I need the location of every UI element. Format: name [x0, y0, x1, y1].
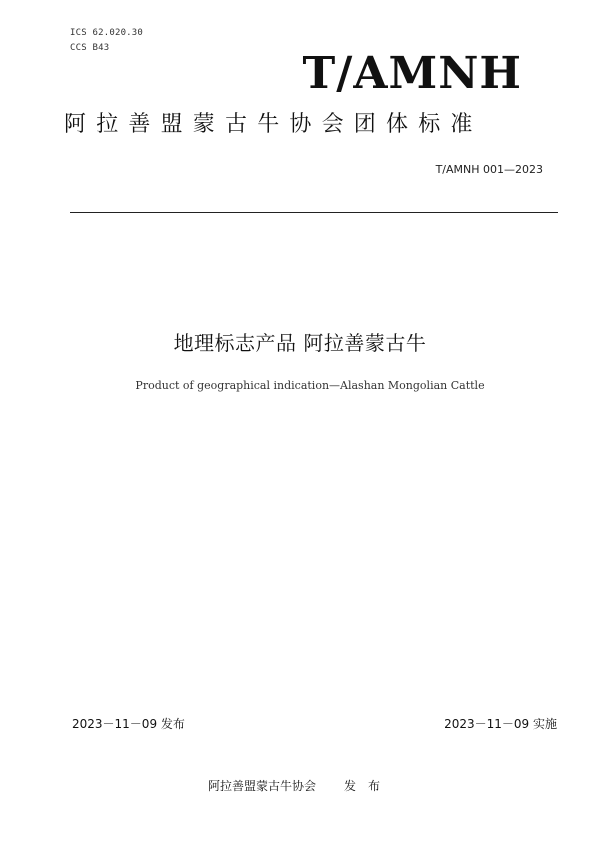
organization-standard-title: 阿拉善盟蒙古牛协会团体标准 — [64, 112, 483, 137]
issue-date: 2023－11－09 发布 — [72, 717, 185, 731]
ics-code: ICS 62.020.30 — [70, 28, 144, 38]
publisher-name: 阿拉善盟蒙古牛协会 — [207, 779, 316, 793]
publisher-line — [0, 777, 600, 794]
standard-number: T/AMNH 001—2023 — [435, 163, 543, 176]
document-title-english: Product of geographical indication—Alashan Mongolian Cattle — [135, 379, 485, 392]
publisher-action: 发布 — [344, 779, 393, 793]
standard-logo: T/AMNH — [302, 48, 522, 99]
header-divider — [70, 212, 558, 213]
implementation-date: 2023－11－09 实施 — [444, 717, 557, 731]
document-title-chinese: 地理标志产品 阿拉善蒙古牛 — [173, 331, 427, 355]
ccs-code: CCS B43 — [70, 43, 110, 53]
